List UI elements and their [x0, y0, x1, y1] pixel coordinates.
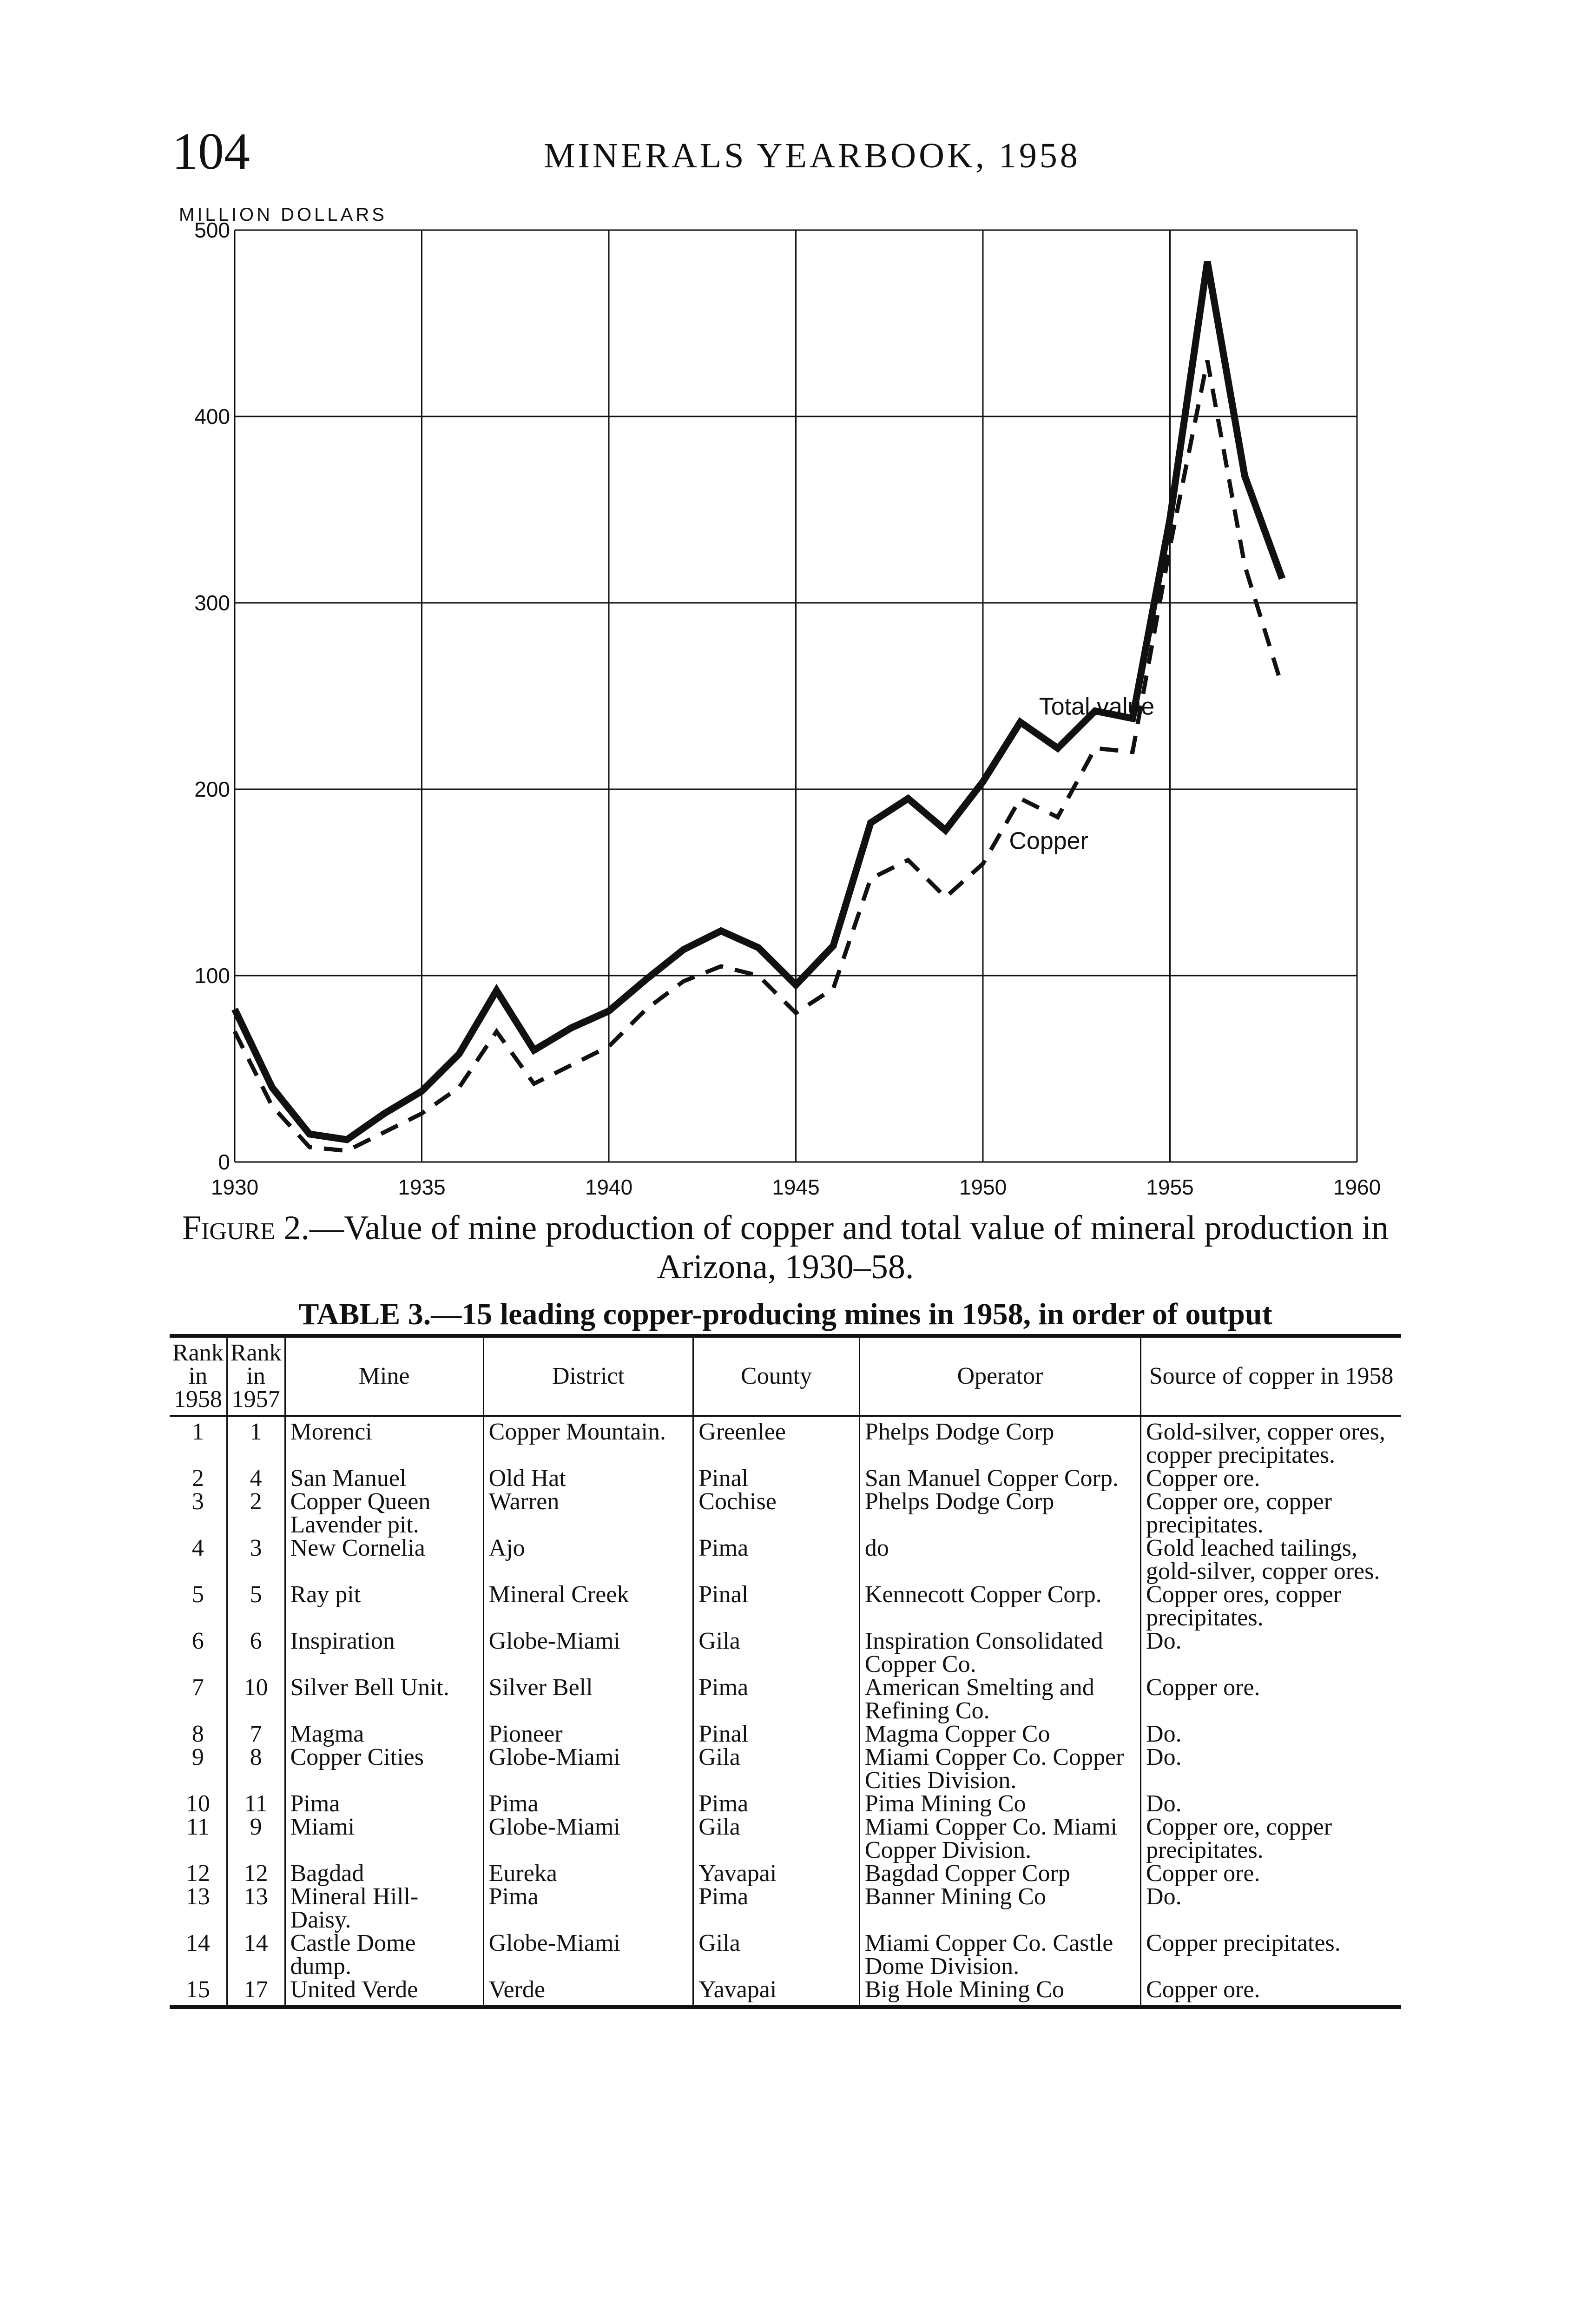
table-cell: Do. — [1141, 1885, 1401, 1932]
table-cell: Globe-Miami — [483, 1630, 693, 1676]
table-cell: Pima — [693, 1792, 860, 1816]
y-tick-label: 500 — [194, 218, 230, 242]
table-cell: Cochise — [693, 1490, 860, 1537]
table-cell: 13 — [227, 1885, 285, 1932]
page-number: 104 — [172, 123, 250, 180]
table-cell: Miami — [285, 1816, 483, 1862]
table-cell: Pima — [483, 1792, 693, 1816]
table-cell: Gila — [693, 1746, 860, 1792]
table-row — [170, 1862, 1401, 1885]
table-cell: Inspiration Consolidated Copper Co. — [859, 1630, 1140, 1676]
table-cell: Copper ore. — [1141, 1978, 1401, 2007]
table-cell: 15 — [170, 1978, 227, 2007]
running-title: MINERALS YEARBOOK, 1958 — [544, 136, 1080, 175]
table-cell: San Manuel — [285, 1467, 483, 1490]
table-cell: Copper ore, copper precipitates. — [1141, 1816, 1401, 1862]
table-cell: Phelps Dodge Corp — [859, 1416, 1140, 1467]
table-cell: Bagdad — [285, 1862, 483, 1885]
x-tick-label: 1940 — [585, 1175, 633, 1199]
table-cell: 8 — [227, 1746, 285, 1792]
table-row — [170, 1792, 1401, 1816]
table-row — [170, 1978, 1401, 2007]
table-cell: 3 — [227, 1537, 285, 1583]
table-cell: Ajo — [483, 1537, 693, 1583]
table-cell: Castle Dome dump. — [285, 1932, 483, 1978]
table-cell: 12 — [185, 1860, 210, 1887]
table-cell: Globe-Miami — [483, 1746, 693, 1792]
figure-chart — [177, 195, 1408, 1218]
table-cell: Bagdad Copper Corp — [859, 1862, 1140, 1885]
series-line-copper — [235, 361, 1282, 1151]
table-cell: 1 — [227, 1416, 285, 1467]
figure-caption-text: —Value of mine production of copper and total value of mineral production in Arizona, 1930–58. — [309, 1209, 1389, 1286]
col-operator: Operator — [859, 1336, 1140, 1416]
col-mine: Mine — [285, 1336, 483, 1416]
table-cell: Silver Bell Unit. — [285, 1676, 483, 1723]
table-cell: Yavapai — [693, 1978, 860, 2007]
table-cell: San Manuel Copper Corp. — [859, 1467, 1140, 1490]
table-cell: 12 — [227, 1862, 285, 1885]
annotation-total-value: Total value — [1039, 693, 1155, 720]
table-row — [170, 1932, 1401, 1978]
table-cell: Pima — [285, 1792, 483, 1816]
y-axis-label: MILLION DOLLARS — [179, 205, 387, 225]
x-tick-label: 1930 — [211, 1175, 259, 1199]
table-cell: Banner Mining Co — [859, 1885, 1140, 1932]
page-header — [172, 122, 1394, 182]
table-cell: Copper Mountain. — [483, 1416, 693, 1467]
table-cell: Big Hole Mining Co — [859, 1978, 1140, 2007]
table-row — [170, 1816, 1401, 1862]
table-cell: Globe-Miami — [483, 1816, 693, 1862]
y-tick-label: 400 — [194, 404, 230, 429]
y-tick-label: 0 — [218, 1150, 230, 1174]
table-cell: Warren — [483, 1490, 693, 1537]
table-cell: 7 — [227, 1723, 285, 1746]
table-row — [170, 1490, 1401, 1537]
table-header-row — [170, 1336, 1401, 1416]
table-cell: Magma Copper Co — [859, 1723, 1140, 1746]
table-cell: Copper ores, copper precipitates. — [1141, 1583, 1401, 1630]
table-container — [170, 1334, 1401, 2009]
table-cell: 13 — [185, 1883, 210, 1910]
table-cell: 11 — [227, 1792, 285, 1816]
table-cell: 14 — [185, 1930, 210, 1956]
table-cell: do — [859, 1537, 1140, 1583]
table-cell: Inspiration — [285, 1630, 483, 1676]
table-cell: Pinal — [693, 1467, 860, 1490]
table-cell: 9 — [191, 1744, 204, 1770]
table-cell: Pima — [693, 1537, 860, 1583]
table-cell: Pima — [483, 1885, 693, 1932]
x-tick-label: 1950 — [959, 1175, 1007, 1199]
table-cell: United Verde — [285, 1978, 483, 2007]
table-cell: 4 — [191, 1535, 204, 1561]
line-chart — [177, 195, 1408, 1218]
table-cell: 6 — [191, 1628, 204, 1654]
table-cell: 8 — [191, 1721, 204, 1747]
table-cell: 2 — [227, 1490, 285, 1537]
x-tick-label: 1955 — [1146, 1175, 1194, 1199]
table-cell: Pinal — [693, 1583, 860, 1630]
table-row — [170, 1416, 1401, 1467]
table-cell: 3 — [191, 1488, 204, 1515]
table-cell: Pima — [693, 1676, 860, 1723]
table-row — [170, 1746, 1401, 1792]
table-cell: Copper ore. — [1141, 1676, 1401, 1723]
table-row — [170, 1723, 1401, 1746]
figure-caption — [177, 1208, 1394, 1287]
figure-caption-lead: Figure 2. — [182, 1209, 310, 1247]
table-cell: Morenci — [285, 1416, 483, 1467]
y-tick-label: 100 — [194, 964, 230, 988]
table-cell: Gila — [693, 1932, 860, 1978]
table-cell: Copper ore. — [1141, 1862, 1401, 1885]
table-cell: Do. — [1141, 1746, 1401, 1792]
table-row — [170, 1630, 1401, 1676]
table-cell: 9 — [227, 1816, 285, 1862]
table-cell: Silver Bell — [483, 1676, 693, 1723]
table-cell: Greenlee — [693, 1416, 860, 1467]
table-cell: Mineral Creek — [483, 1583, 693, 1630]
table-cell: Globe-Miami — [483, 1932, 693, 1978]
table-cell: 11 — [186, 1814, 210, 1840]
table-cell: Copper precipitates. — [1141, 1932, 1401, 1978]
table-cell: Ray pit — [285, 1583, 483, 1630]
y-tick-label: 200 — [194, 777, 230, 801]
table-cell: Miami Copper Co. Copper Cities Division. — [859, 1746, 1140, 1792]
col-county: County — [693, 1336, 860, 1416]
table-cell: Gila — [693, 1630, 860, 1676]
table-cell: American Smelting and Refining Co. — [859, 1676, 1140, 1723]
table-cell: Pinal — [693, 1723, 860, 1746]
table-cell: Pima — [693, 1885, 860, 1932]
table-cell: Pioneer — [483, 1723, 693, 1746]
x-tick-label: 1945 — [772, 1175, 820, 1199]
table-body — [170, 1416, 1401, 2007]
table-cell: Phelps Dodge Corp — [859, 1490, 1140, 1537]
table-cell: 6 — [227, 1630, 285, 1676]
table-cell: Gold-silver, copper ores, copper precipitates. — [1141, 1416, 1401, 1467]
table-cell: 10 — [185, 1790, 210, 1817]
table-cell: Copper ore, copper precipitates. — [1141, 1490, 1401, 1537]
col-district: District — [483, 1336, 693, 1416]
table-cell: Copper ore. — [1141, 1467, 1401, 1490]
col-source: Source of copper in 1958 — [1141, 1336, 1401, 1416]
table-cell: 4 — [227, 1467, 285, 1490]
table-row — [170, 1537, 1401, 1583]
table-cell: Gold leached tailings, gold-silver, copper ores. — [1141, 1537, 1401, 1583]
table-cell: Miami Copper Co. Castle Dome Division. — [859, 1932, 1140, 1978]
table-cell: 2 — [191, 1465, 204, 1492]
table-cell: 7 — [191, 1674, 204, 1701]
x-tick-label: 1960 — [1333, 1175, 1381, 1199]
table-cell: Eureka — [483, 1862, 693, 1885]
y-tick-label: 300 — [194, 591, 230, 615]
table-cell: Copper Cities — [285, 1746, 483, 1792]
table-cell: Do. — [1141, 1630, 1401, 1676]
table-row — [170, 1583, 1401, 1630]
table-title: TABLE 3.—15 leading copper-producing mines in 1958, in order of output — [298, 1297, 1272, 1331]
table-cell: Pima Mining Co — [859, 1792, 1140, 1816]
table-cell: 5 — [227, 1583, 285, 1630]
x-tick-label: 1935 — [398, 1175, 446, 1199]
table-cell: Verde — [483, 1978, 693, 2007]
table-cell: 1 — [191, 1419, 204, 1445]
table-cell: Miami Copper Co. Miami Copper Division. — [859, 1816, 1140, 1862]
table-row — [170, 1885, 1401, 1932]
table-cell: Magma — [285, 1723, 483, 1746]
table-cell: Gila — [693, 1816, 860, 1862]
table-cell: 10 — [227, 1676, 285, 1723]
table-cell: Do. — [1141, 1792, 1401, 1816]
table-cell: Kennecott Copper Corp. — [859, 1583, 1140, 1630]
annotation-copper: Copper — [1009, 827, 1088, 855]
table-cell: Mineral Hill-Daisy. — [285, 1885, 483, 1932]
copper-mines-table — [170, 1334, 1401, 2009]
table-cell: 5 — [191, 1581, 204, 1608]
table-cell: Yavapai — [693, 1862, 860, 1885]
table-cell: Copper Queen Lavender pit. — [285, 1490, 483, 1537]
table-cell: New Cornelia — [285, 1537, 483, 1583]
col-rank-1958: Rank in 1958 — [170, 1336, 227, 1416]
table-cell: Do. — [1141, 1723, 1401, 1746]
table-row — [170, 1467, 1401, 1490]
table-row — [170, 1676, 1401, 1723]
table-cell: Old Hat — [483, 1467, 693, 1490]
table-cell: 14 — [227, 1932, 285, 1978]
col-rank-1957: Rank in 1957 — [227, 1336, 285, 1416]
table-cell: 17 — [227, 1978, 285, 2007]
